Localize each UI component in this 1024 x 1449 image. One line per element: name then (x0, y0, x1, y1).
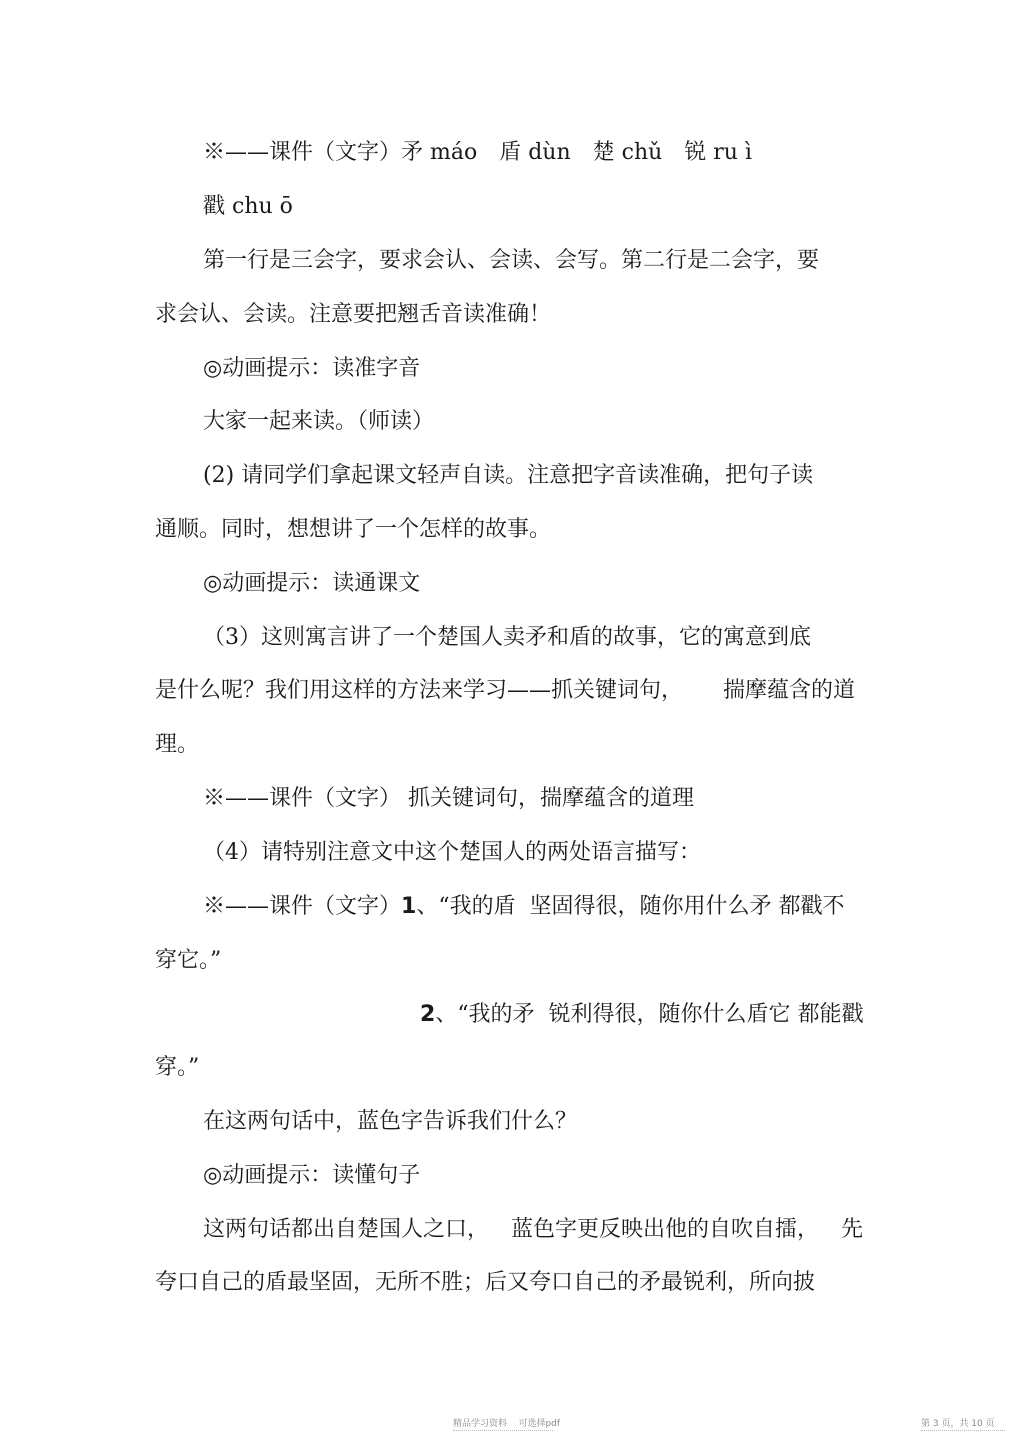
pinyin-chu: 楚 chǔ (592, 140, 663, 165)
animation-hint: ◎动画提示：读准字音 (203, 356, 421, 381)
pinyin-chuo: 戳 chu ō (203, 194, 293, 219)
paragraph-line: 这两句话都出自楚国人之口， 蓝色字更反映出他的自吹自擂， 先 (203, 1217, 864, 1242)
paragraph-line: （4）请特别注意文中这个楚国人的两处语言描写： (203, 840, 701, 865)
pinyin-dun: 盾 dùn (499, 140, 571, 165)
courseware-line: ※——课件（文字） 抓关键词句，揣摩蕴含的道理 (203, 786, 694, 811)
paragraph-line: 大家一起来读。（师读） (203, 409, 435, 434)
courseware-quote-2: 2、“我的矛 锐利得很，随你什么盾它 都能戳 (420, 1002, 864, 1027)
pinyin-mao: ※——课件（文字）矛 máo (203, 140, 478, 165)
pinyin-rui: 锐 ru ì (684, 140, 753, 165)
footer-label: 精品学习资料 可选择pdf (453, 1419, 561, 1429)
paragraph-line: 理。 (155, 732, 200, 757)
paragraph-line: 在这两句话中，蓝色字告诉我们什么？ (203, 1109, 578, 1134)
courseware-pinyin-line (203, 138, 752, 168)
courseware-quote-1: ※——课件（文字）1、“我的盾 坚固得很，随你用什么矛 都戳不 (203, 894, 845, 919)
paragraph-line: 求会认、会读。注意要把翘舌音读准确！ (155, 302, 552, 327)
footer-divider (453, 1430, 553, 1431)
animation-hint: ◎动画提示：读懂句子 (203, 1163, 421, 1188)
paragraph-line: 第一行是三会字，要求会认、会读、会写。第二行是二会字，要 (203, 248, 820, 273)
paragraph-line: 夸口自己的盾最坚固，无所不胜；后又夸口自己的矛最锐利，所向披 (155, 1270, 816, 1295)
paragraph-line: (2) 请同学们拿起课文轻声自读。注意把字音读准确，把句子读 (203, 463, 814, 488)
paragraph-line: （3）这则寓言讲了一个楚国人卖矛和盾的故事，它的寓意到底 (203, 625, 811, 650)
footer-divider (921, 1430, 1005, 1431)
page-number: 第 3 页，共 10 页 (921, 1419, 995, 1429)
animation-hint: ◎动画提示：读通课文 (203, 571, 421, 596)
paragraph-line: 穿。” (155, 1055, 200, 1080)
paragraph-line: 是什么呢？我们用这样的方法来学习——抓关键词句， 揣摩蕴含的道 (155, 678, 856, 703)
paragraph-line: 穿它。” (155, 948, 222, 973)
paragraph-line: 通顺。同时，想想讲了一个怎样的故事。 (155, 517, 552, 542)
